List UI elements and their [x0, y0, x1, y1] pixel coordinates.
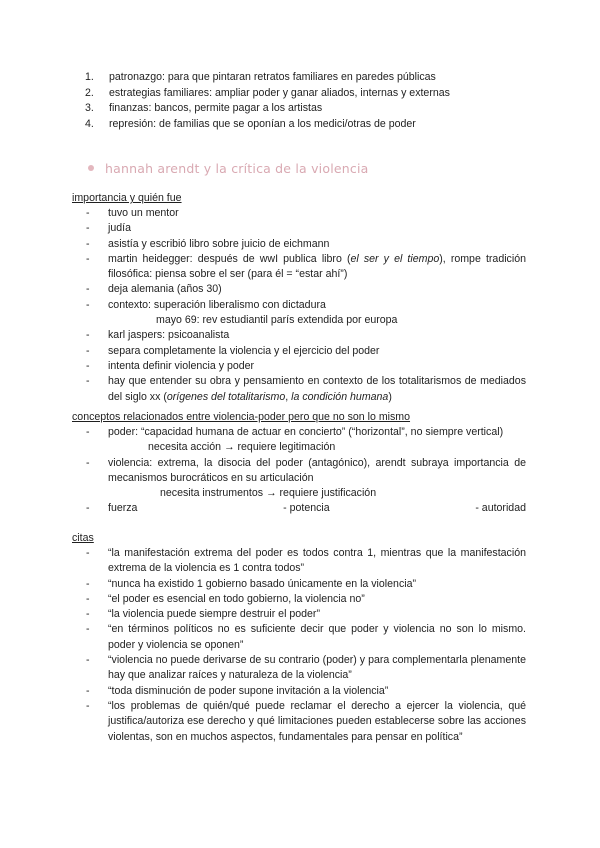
section-title: hannah arendt y la crítica de la violencia	[88, 160, 368, 178]
list-item: 3. finanzas: bancos, permite pagar a los artistas	[85, 102, 323, 114]
list-item: 1. patronazgo: para que pintaran retratos familiares en paredes públicas	[85, 71, 436, 83]
list-item: - deja alemania (años 30)	[86, 283, 222, 296]
bullet-dot-icon	[88, 165, 94, 171]
list-item: - tuvo un mentor	[86, 207, 179, 219]
book-title: la condición humana	[291, 390, 389, 403]
list-item: 4. represión: de familias que se oponían a los medici/otras de poder	[85, 117, 416, 130]
conceptos-list	[86, 425, 526, 517]
list-item: - “la violencia puede siempre destruir el poder”	[86, 608, 320, 621]
list-item: - “violencia no puede derivarse de su contrario (poder) y para complementarla plenamente hay que analizar raíces y naturaleza de la violencia”	[86, 654, 526, 682]
list-item: - fuerza - potencia - autoridad	[86, 502, 526, 515]
list-item: - “los problemas de quién/qué puede reclamar el derecho a ejercer la violencia, qué justifica/autoriza ese derecho y qué limitaciones pueden establecerse sobre las acciones violentas, son en muchos aspectos, fundamentales para pensar en política”	[86, 699, 526, 743]
importancia-list	[86, 206, 526, 405]
list-item: - martin heidegger: después de wwI publica libro (el ser y el tiempo), rompe tradición filosófica: piensa sobre el ser (para él = “estar ahí”)	[86, 252, 526, 281]
list-item: - violencia: extrema, la disocia del poder (antagónico), arendt subraya importancia de mecanismos burocráticos en su articulación necesita instrumentos → requiere justificación	[86, 456, 526, 500]
citas-heading: citas	[72, 532, 94, 544]
list-item: - “en términos políticos no es suficiente decir que poder y violencia no son lo mismo. poder y violencia se oponen”	[86, 623, 526, 651]
list-item: - intenta definir violencia y poder	[86, 359, 255, 372]
book-title: orígenes del totalitarismo	[166, 390, 286, 403]
list-item: - asistía y escribió libro sobre juicio de eichmann	[86, 237, 330, 250]
list-item: - contexto: superación liberalismo con dictadura mayo 69: rev estudiantil parís extendida por europa	[86, 298, 398, 327]
list-item: - karl jaspers: psicoanalista	[86, 329, 230, 342]
importancia-heading: importancia y quién fue	[72, 192, 182, 204]
citas-list	[86, 546, 526, 745]
list-item: - “toda disminución de poder supone invitación a la violencia”	[86, 684, 389, 697]
list-item: - “el poder es esencial en todo gobierno, la violencia no”	[86, 592, 365, 605]
book-title: el ser y el tiempo	[350, 252, 440, 265]
list-item: 2. estrategias familiares: ampliar poder y ganar aliados, internas y externas	[85, 86, 450, 99]
list-item: - “nunca ha existido 1 gobierno basado únicamente en la violencia”	[86, 577, 417, 590]
list-item: - “la manifestación extrema del poder es todos contra 1, mientras que la manifestación extrema de la violencia es 1 contra todos”	[86, 547, 526, 575]
list-item: - judía	[86, 222, 131, 235]
medici-strategies-list	[85, 70, 535, 132]
list-item: - separa completamente la violencia y el ejercicio del poder	[86, 344, 380, 357]
list-item: - poder: “capacidad humana de actuar en concierto” (“horizontal”, no siempre vertical) necesita acción → requiere legitimación	[86, 426, 504, 454]
list-item: - hay que entender su obra y pensamiento en contexto de los totalitarismos de mediados del siglo xx (orígenes del totalitarismo, la condición humana)	[86, 375, 526, 403]
conceptos-heading: conceptos relacionados entre violencia-poder pero que no son lo mismo	[72, 411, 411, 423]
